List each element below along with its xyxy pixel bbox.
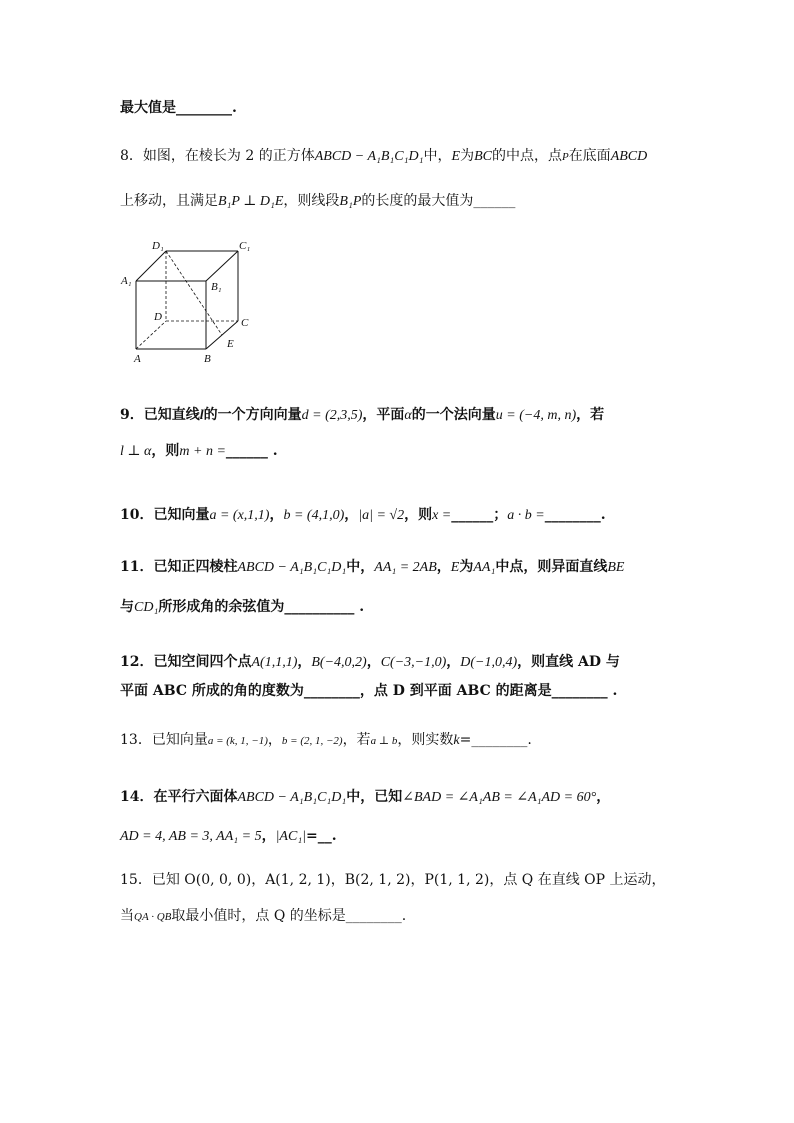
q13-vector-b: b = (2, 1, −2) xyxy=(281,735,343,747)
q13-vector-a: a = (k, 1, −1) xyxy=(207,735,268,747)
q12-text: ， xyxy=(446,654,461,670)
q10-norm: |a| = √2 xyxy=(358,508,405,523)
question-14-line-2 xyxy=(120,826,684,847)
label-c1: C₁ xyxy=(239,240,251,252)
q10-vector-b: b = (4,1,0) xyxy=(283,508,345,523)
q10-blank-1: ______； xyxy=(451,507,508,523)
q12-text: ，则直线 AD 与 xyxy=(517,654,620,670)
q11-text: 为 xyxy=(459,559,474,575)
q8-text: 的长度的最大值为______ xyxy=(361,193,516,209)
q11-text: 与 xyxy=(120,599,134,615)
q9-normal-vector: u = (−4, m, n) xyxy=(495,408,577,423)
question-14-line-1 xyxy=(120,787,684,808)
q10-dot: a · b = xyxy=(507,508,545,523)
q8-segment-bc: BC xyxy=(474,149,492,164)
q14-text: 中，已知 xyxy=(346,789,403,805)
q13-condition: a ⊥ b xyxy=(370,735,398,747)
q8-text: 为 xyxy=(460,148,475,164)
q13-k: k xyxy=(453,733,460,748)
q8-text: 8．如图，在棱长为 2 的正方体 xyxy=(120,148,315,164)
q14-answer-blank: =__. xyxy=(306,828,337,844)
q8-text: 中， xyxy=(423,148,452,164)
q9-plane-alpha: α xyxy=(404,408,412,423)
q11-prism: ABCD − A₁B₁C₁D₁ xyxy=(237,560,347,575)
q8-cube-name: ABCD − A₁B₁C₁D₁ xyxy=(314,149,424,164)
question-9-line-1 xyxy=(120,405,684,426)
question-8-line-1 xyxy=(120,146,684,167)
q8-face-abcd: ABCD xyxy=(610,149,648,164)
label-d1: D₁ xyxy=(152,240,164,252)
label-a1: A₁ xyxy=(121,275,132,287)
q11-text: ， xyxy=(436,559,451,575)
q11-segment-aa1: AA₁ xyxy=(473,560,496,575)
q11-line-be: BE xyxy=(607,560,625,575)
q12-text: ， xyxy=(297,654,312,670)
label-c: C xyxy=(241,317,249,329)
question-8-line-2 xyxy=(120,191,684,212)
question-12-line-1 xyxy=(120,652,684,673)
q12-point-d: D(−1,0,4) xyxy=(460,655,518,670)
cube-figure xyxy=(118,236,258,366)
q13-text: 13．已知向量 xyxy=(120,732,208,748)
q9-answer-blank: ______ . xyxy=(225,443,278,459)
q13-text: ，若 xyxy=(342,732,371,748)
q11-answer-blank: 所形成角的余弦值为__________ . xyxy=(158,599,365,615)
q14-text: ， xyxy=(596,789,611,805)
q9-expression: m + n = xyxy=(179,444,226,459)
q10-text: ， xyxy=(269,507,284,523)
q8-condition: B₁P ⊥ D₁E xyxy=(218,194,284,209)
question-11-line-2 xyxy=(120,597,684,618)
q11-line-cd1: CD₁ xyxy=(134,600,159,615)
q9-text: 9．已知直线 xyxy=(120,407,200,423)
q8-text: 在底面 xyxy=(568,148,611,164)
q14-solid: ABCD − A₁B₁C₁D₁ xyxy=(237,790,347,805)
q12-text: 12．已知空间四个点 xyxy=(120,654,252,670)
q10-text: 10．已知向量 xyxy=(120,507,210,523)
q13-text: ，则实数 xyxy=(397,732,454,748)
q13-text: ， xyxy=(267,732,282,748)
q8-text: ，则线段 xyxy=(283,193,340,209)
q15-expression: QA · QB xyxy=(134,911,172,923)
question-13 xyxy=(120,730,684,751)
q12-text: ， xyxy=(366,654,381,670)
q9-line-l: l xyxy=(199,408,204,423)
q9-text: 的一个方向向量 xyxy=(203,407,302,423)
q9-condition: l ⊥ α xyxy=(120,444,152,459)
q14-norm: |AC₁| xyxy=(275,829,307,844)
question-15-line-1: 15．已知 O(0, 0, 0)，A(1, 2, 1)，B(2, 1, 2)，P(1, 1, 2)，点 Q 在直线 OP 上运动， xyxy=(120,872,666,888)
q12-point-a: A(1,1,1) xyxy=(251,655,298,670)
q11-point-e: E xyxy=(450,560,460,575)
q8-segment: B₁P xyxy=(339,194,362,209)
q8-text: 上移动，且满足 xyxy=(120,193,218,209)
label-b: B xyxy=(204,353,211,365)
q15-answer-text: 取最小值时，点 Q 的坐标是________. xyxy=(171,908,407,924)
q9-text: ，若 xyxy=(576,407,605,423)
q14-lengths: AD = 4, AB = 3, AA₁ = 5 xyxy=(120,829,262,844)
q8-point-e: E xyxy=(451,149,461,164)
label-a: A xyxy=(134,353,141,365)
question-12-line-2: 平面 ABC 所成的角的度数为________，点 D 到平面 ABC 的距离是________ . xyxy=(120,683,618,699)
q9-text: 的一个法向量 xyxy=(411,407,496,423)
q8-text: 的中点，点 xyxy=(491,148,562,164)
question-9-line-2 xyxy=(120,441,684,462)
q11-text: 中， xyxy=(346,559,375,575)
q9-text: ，平面 xyxy=(362,407,405,423)
q8-point-p: P xyxy=(561,151,569,163)
label-d: D xyxy=(154,311,162,323)
q9-text: ，则 xyxy=(151,443,180,459)
q10-text: ，则 xyxy=(404,507,433,523)
q11-text: 中点，则异面直线 xyxy=(495,559,608,575)
question-10 xyxy=(120,505,684,526)
q10-vector-a: a = (x,1,1) xyxy=(209,508,270,523)
question-11-line-1 xyxy=(120,557,684,578)
q11-condition: AA₁ = 2AB xyxy=(374,560,437,575)
q14-text: 14．在平行六面体 xyxy=(120,789,238,805)
segment-d1-e xyxy=(166,251,222,335)
q14-angles: ∠BAD = ∠A₁AB = ∠A₁AD = 60° xyxy=(402,790,597,805)
q13-answer-blank: =________. xyxy=(459,732,532,748)
q11-text: 11．已知正四棱柱 xyxy=(120,559,238,575)
label-b1: B₁ xyxy=(211,281,222,293)
q10-text: ， xyxy=(344,507,359,523)
label-e: E xyxy=(227,338,234,350)
q10-blank-2: ________. xyxy=(544,507,606,523)
edge-b1-c1 xyxy=(206,251,238,281)
q15-text: 当 xyxy=(120,908,134,924)
q9-direction-vector: d = (2,3,5) xyxy=(301,408,363,423)
q12-point-b: B(−4,0,2) xyxy=(311,655,367,670)
question-7-tail: 最大值是________. xyxy=(120,100,237,116)
edge-a-d-hidden xyxy=(136,321,166,349)
q10-x: x = xyxy=(432,508,452,523)
edge-a1-d1 xyxy=(136,251,166,281)
question-15-line-2 xyxy=(120,906,684,927)
q14-text: ， xyxy=(261,828,276,844)
q12-point-c: C(−3,−1,0) xyxy=(380,655,447,670)
